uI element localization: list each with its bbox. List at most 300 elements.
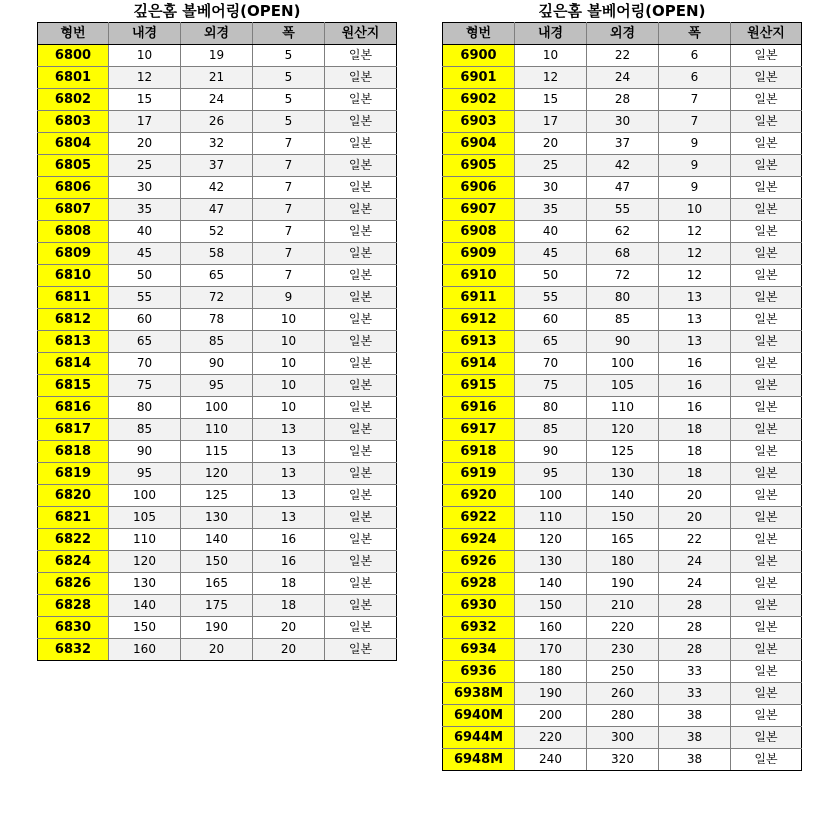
table-row	[38, 353, 397, 375]
model-cell: 6930	[443, 595, 515, 617]
outer-diameter-cell: 22	[587, 45, 659, 67]
width-cell: 13	[659, 331, 731, 353]
table-row	[443, 617, 802, 639]
width-cell: 13	[253, 419, 325, 441]
model-cell: 6808	[38, 221, 109, 243]
inner-diameter-cell: 70	[109, 353, 181, 375]
model-cell: 6900	[443, 45, 515, 67]
model-cell: 6936	[443, 661, 515, 683]
inner-diameter-cell: 20	[515, 133, 587, 155]
outer-diameter-cell: 100	[181, 397, 253, 419]
width-cell: 7	[253, 265, 325, 287]
table-row	[38, 243, 397, 265]
table-row	[443, 353, 802, 375]
outer-diameter-cell: 130	[181, 507, 253, 529]
outer-diameter-cell: 65	[181, 265, 253, 287]
table-row	[38, 529, 397, 551]
model-cell: 6815	[38, 375, 109, 397]
origin-cell: 일본	[731, 419, 802, 441]
right-table-block	[442, 0, 802, 771]
origin-cell: 일본	[325, 441, 397, 463]
table-row	[38, 441, 397, 463]
model-cell: 6938M	[443, 683, 515, 705]
origin-cell: 일본	[731, 243, 802, 265]
table-row	[443, 507, 802, 529]
model-cell: 6805	[38, 155, 109, 177]
model-cell: 6816	[38, 397, 109, 419]
table-row	[443, 309, 802, 331]
outer-diameter-cell: 125	[587, 441, 659, 463]
model-cell: 6824	[38, 551, 109, 573]
width-cell: 12	[659, 221, 731, 243]
outer-diameter-cell: 210	[587, 595, 659, 617]
width-cell: 38	[659, 727, 731, 749]
origin-cell: 일본	[325, 67, 397, 89]
outer-diameter-cell: 260	[587, 683, 659, 705]
origin-cell: 일본	[731, 287, 802, 309]
inner-diameter-cell: 65	[515, 331, 587, 353]
inner-diameter-cell: 45	[515, 243, 587, 265]
outer-diameter-cell: 300	[587, 727, 659, 749]
width-cell: 18	[253, 573, 325, 595]
model-cell: 6804	[38, 133, 109, 155]
outer-diameter-cell: 220	[587, 617, 659, 639]
left-table-title: 깊은홈 볼베어링(OPEN)	[133, 2, 301, 20]
inner-diameter-cell: 120	[515, 529, 587, 551]
width-cell: 20	[253, 639, 325, 661]
width-cell: 12	[659, 243, 731, 265]
table-row	[38, 397, 397, 419]
table-row	[443, 199, 802, 221]
model-cell: 6940M	[443, 705, 515, 727]
outer-diameter-cell: 150	[181, 551, 253, 573]
outer-diameter-cell: 90	[181, 353, 253, 375]
model-cell: 6902	[443, 89, 515, 111]
table-row	[38, 485, 397, 507]
width-cell: 18	[253, 595, 325, 617]
width-cell: 13	[253, 485, 325, 507]
origin-cell: 일본	[325, 265, 397, 287]
model-cell: 6901	[443, 67, 515, 89]
header-width: 폭	[659, 23, 731, 45]
table-row	[443, 331, 802, 353]
table-row	[443, 177, 802, 199]
inner-diameter-cell: 35	[515, 199, 587, 221]
model-cell: 6909	[443, 243, 515, 265]
outer-diameter-cell: 250	[587, 661, 659, 683]
width-cell: 13	[659, 287, 731, 309]
origin-cell: 일본	[731, 617, 802, 639]
inner-diameter-cell: 17	[109, 111, 181, 133]
origin-cell: 일본	[325, 507, 397, 529]
model-cell: 6917	[443, 419, 515, 441]
outer-diameter-cell: 320	[587, 749, 659, 771]
origin-cell: 일본	[325, 485, 397, 507]
table-row	[443, 705, 802, 727]
inner-diameter-cell: 100	[515, 485, 587, 507]
outer-diameter-cell: 52	[181, 221, 253, 243]
origin-cell: 일본	[731, 463, 802, 485]
outer-diameter-cell: 140	[587, 485, 659, 507]
table-row	[38, 617, 397, 639]
origin-cell: 일본	[731, 67, 802, 89]
inner-diameter-cell: 75	[109, 375, 181, 397]
table-row	[38, 133, 397, 155]
width-cell: 22	[659, 529, 731, 551]
table-row	[443, 243, 802, 265]
inner-diameter-cell: 140	[109, 595, 181, 617]
table-row	[443, 485, 802, 507]
outer-diameter-cell: 58	[181, 243, 253, 265]
width-cell: 24	[659, 573, 731, 595]
width-cell: 9	[659, 155, 731, 177]
table-row	[443, 661, 802, 683]
origin-cell: 일본	[731, 155, 802, 177]
origin-cell: 일본	[731, 111, 802, 133]
origin-cell: 일본	[325, 287, 397, 309]
width-cell: 7	[253, 221, 325, 243]
model-cell: 6919	[443, 463, 515, 485]
model-cell: 6819	[38, 463, 109, 485]
model-cell: 6814	[38, 353, 109, 375]
header-width: 폭	[253, 23, 325, 45]
model-cell: 6932	[443, 617, 515, 639]
inner-diameter-cell: 17	[515, 111, 587, 133]
inner-diameter-cell: 50	[515, 265, 587, 287]
origin-cell: 일본	[731, 309, 802, 331]
outer-diameter-cell: 47	[587, 177, 659, 199]
inner-diameter-cell: 60	[515, 309, 587, 331]
width-cell: 9	[659, 177, 731, 199]
table-row	[443, 529, 802, 551]
table-row	[443, 45, 802, 67]
outer-diameter-cell: 230	[587, 639, 659, 661]
origin-cell: 일본	[731, 749, 802, 771]
table-row	[38, 265, 397, 287]
model-cell: 6821	[38, 507, 109, 529]
outer-diameter-cell: 115	[181, 441, 253, 463]
width-cell: 18	[659, 419, 731, 441]
inner-diameter-cell: 120	[109, 551, 181, 573]
model-cell: 6913	[443, 331, 515, 353]
table-row	[443, 265, 802, 287]
model-cell: 6907	[443, 199, 515, 221]
outer-diameter-cell: 24	[181, 89, 253, 111]
model-cell: 6811	[38, 287, 109, 309]
right-bearing-table	[442, 22, 802, 771]
outer-diameter-cell: 120	[587, 419, 659, 441]
outer-diameter-cell: 180	[587, 551, 659, 573]
outer-diameter-cell: 130	[587, 463, 659, 485]
model-cell: 6920	[443, 485, 515, 507]
outer-diameter-cell: 165	[587, 529, 659, 551]
table-row	[38, 155, 397, 177]
inner-diameter-cell: 110	[515, 507, 587, 529]
width-cell: 13	[253, 463, 325, 485]
model-cell: 6948M	[443, 749, 515, 771]
outer-diameter-cell: 68	[587, 243, 659, 265]
header-outer-diameter: 외경	[181, 23, 253, 45]
outer-diameter-cell: 55	[587, 199, 659, 221]
origin-cell: 일본	[731, 661, 802, 683]
inner-diameter-cell: 12	[109, 67, 181, 89]
width-cell: 16	[253, 551, 325, 573]
right-header-row	[443, 23, 802, 45]
table-row	[38, 89, 397, 111]
model-cell: 6822	[38, 529, 109, 551]
width-cell: 18	[659, 441, 731, 463]
right-table-title: 깊은홈 볼베어링(OPEN)	[538, 2, 706, 20]
model-cell: 6807	[38, 199, 109, 221]
model-cell: 6924	[443, 529, 515, 551]
table-row	[443, 749, 802, 771]
origin-cell: 일본	[325, 111, 397, 133]
inner-diameter-cell: 75	[515, 375, 587, 397]
outer-diameter-cell: 47	[181, 199, 253, 221]
outer-diameter-cell: 37	[181, 155, 253, 177]
origin-cell: 일본	[325, 353, 397, 375]
origin-cell: 일본	[731, 265, 802, 287]
model-cell: 6908	[443, 221, 515, 243]
table-row	[443, 287, 802, 309]
origin-cell: 일본	[731, 683, 802, 705]
inner-diameter-cell: 70	[515, 353, 587, 375]
inner-diameter-cell: 25	[515, 155, 587, 177]
width-cell: 5	[253, 45, 325, 67]
outer-diameter-cell: 32	[181, 133, 253, 155]
width-cell: 10	[253, 397, 325, 419]
width-cell: 28	[659, 617, 731, 639]
width-cell: 16	[659, 375, 731, 397]
width-cell: 33	[659, 661, 731, 683]
origin-cell: 일본	[731, 573, 802, 595]
table-row	[443, 155, 802, 177]
width-cell: 13	[659, 309, 731, 331]
model-cell: 6934	[443, 639, 515, 661]
width-cell: 24	[659, 551, 731, 573]
origin-cell: 일본	[325, 133, 397, 155]
model-cell: 6802	[38, 89, 109, 111]
table-row	[443, 551, 802, 573]
model-cell: 6801	[38, 67, 109, 89]
header-inner-diameter: 내경	[109, 23, 181, 45]
inner-diameter-cell: 40	[515, 221, 587, 243]
width-cell: 10	[253, 331, 325, 353]
outer-diameter-cell: 150	[587, 507, 659, 529]
model-cell: 6818	[38, 441, 109, 463]
inner-diameter-cell: 130	[109, 573, 181, 595]
table-row	[38, 331, 397, 353]
width-cell: 10	[253, 375, 325, 397]
inner-diameter-cell: 12	[515, 67, 587, 89]
origin-cell: 일본	[731, 177, 802, 199]
header-origin: 원산지	[325, 23, 397, 45]
width-cell: 16	[659, 397, 731, 419]
model-cell: 6813	[38, 331, 109, 353]
table-row	[443, 463, 802, 485]
origin-cell: 일본	[731, 529, 802, 551]
origin-cell: 일본	[325, 617, 397, 639]
table-row	[443, 727, 802, 749]
model-cell: 6922	[443, 507, 515, 529]
width-cell: 7	[253, 243, 325, 265]
inner-diameter-cell: 20	[109, 133, 181, 155]
inner-diameter-cell: 85	[109, 419, 181, 441]
origin-cell: 일본	[325, 397, 397, 419]
right-table-body	[443, 45, 802, 771]
outer-diameter-cell: 190	[587, 573, 659, 595]
outer-diameter-cell: 80	[587, 287, 659, 309]
origin-cell: 일본	[731, 353, 802, 375]
origin-cell: 일본	[325, 463, 397, 485]
width-cell: 10	[253, 353, 325, 375]
origin-cell: 일본	[731, 639, 802, 661]
inner-diameter-cell: 160	[515, 617, 587, 639]
inner-diameter-cell: 30	[109, 177, 181, 199]
table-row	[443, 683, 802, 705]
table-row	[443, 397, 802, 419]
origin-cell: 일본	[731, 331, 802, 353]
outer-diameter-cell: 85	[181, 331, 253, 353]
inner-diameter-cell: 190	[515, 683, 587, 705]
outer-diameter-cell: 175	[181, 595, 253, 617]
model-cell: 6828	[38, 595, 109, 617]
inner-diameter-cell: 35	[109, 199, 181, 221]
inner-diameter-cell: 140	[515, 573, 587, 595]
outer-diameter-cell: 26	[181, 111, 253, 133]
origin-cell: 일본	[731, 45, 802, 67]
width-cell: 16	[659, 353, 731, 375]
width-cell: 16	[253, 529, 325, 551]
inner-diameter-cell: 10	[109, 45, 181, 67]
outer-diameter-cell: 20	[181, 639, 253, 661]
outer-diameter-cell: 100	[587, 353, 659, 375]
origin-cell: 일본	[731, 705, 802, 727]
model-cell: 6817	[38, 419, 109, 441]
width-cell: 5	[253, 67, 325, 89]
outer-diameter-cell: 30	[587, 111, 659, 133]
inner-diameter-cell: 160	[109, 639, 181, 661]
model-cell: 6809	[38, 243, 109, 265]
inner-diameter-cell: 80	[515, 397, 587, 419]
inner-diameter-cell: 240	[515, 749, 587, 771]
width-cell: 7	[253, 133, 325, 155]
inner-diameter-cell: 40	[109, 221, 181, 243]
table-row	[38, 45, 397, 67]
inner-diameter-cell: 180	[515, 661, 587, 683]
inner-diameter-cell: 50	[109, 265, 181, 287]
origin-cell: 일본	[731, 595, 802, 617]
model-cell: 6928	[443, 573, 515, 595]
header-outer-diameter: 외경	[587, 23, 659, 45]
outer-diameter-cell: 90	[587, 331, 659, 353]
width-cell: 38	[659, 749, 731, 771]
inner-diameter-cell: 85	[515, 419, 587, 441]
origin-cell: 일본	[731, 727, 802, 749]
width-cell: 5	[253, 111, 325, 133]
inner-diameter-cell: 130	[515, 551, 587, 573]
origin-cell: 일본	[731, 375, 802, 397]
model-cell: 6800	[38, 45, 109, 67]
table-row	[38, 177, 397, 199]
origin-cell: 일본	[325, 45, 397, 67]
origin-cell: 일본	[731, 133, 802, 155]
outer-diameter-cell: 140	[181, 529, 253, 551]
table-row	[38, 221, 397, 243]
origin-cell: 일본	[731, 485, 802, 507]
outer-diameter-cell: 21	[181, 67, 253, 89]
inner-diameter-cell: 25	[109, 155, 181, 177]
model-cell: 6914	[443, 353, 515, 375]
inner-diameter-cell: 15	[109, 89, 181, 111]
origin-cell: 일본	[731, 221, 802, 243]
table-row	[38, 419, 397, 441]
table-row	[443, 375, 802, 397]
inner-diameter-cell: 150	[515, 595, 587, 617]
inner-diameter-cell: 60	[109, 309, 181, 331]
outer-diameter-cell: 37	[587, 133, 659, 155]
inner-diameter-cell: 105	[109, 507, 181, 529]
table-row	[443, 111, 802, 133]
model-cell: 6826	[38, 573, 109, 595]
inner-diameter-cell: 90	[109, 441, 181, 463]
table-row	[443, 419, 802, 441]
width-cell: 12	[659, 265, 731, 287]
table-row	[38, 199, 397, 221]
model-cell: 6944M	[443, 727, 515, 749]
outer-diameter-cell: 120	[181, 463, 253, 485]
origin-cell: 일본	[731, 397, 802, 419]
origin-cell: 일본	[325, 177, 397, 199]
width-cell: 18	[659, 463, 731, 485]
origin-cell: 일본	[731, 199, 802, 221]
width-cell: 7	[253, 155, 325, 177]
origin-cell: 일본	[325, 331, 397, 353]
table-row	[443, 573, 802, 595]
table-row	[443, 595, 802, 617]
outer-diameter-cell: 110	[587, 397, 659, 419]
inner-diameter-cell: 55	[109, 287, 181, 309]
origin-cell: 일본	[325, 221, 397, 243]
model-cell: 6820	[38, 485, 109, 507]
inner-diameter-cell: 220	[515, 727, 587, 749]
model-cell: 6906	[443, 177, 515, 199]
table-row	[38, 507, 397, 529]
table-row	[443, 89, 802, 111]
model-cell: 6903	[443, 111, 515, 133]
inner-diameter-cell: 80	[109, 397, 181, 419]
table-row	[38, 595, 397, 617]
outer-diameter-cell: 42	[587, 155, 659, 177]
table-row	[38, 67, 397, 89]
left-table-body	[38, 45, 397, 661]
table-row	[38, 375, 397, 397]
model-cell: 6830	[38, 617, 109, 639]
inner-diameter-cell: 170	[515, 639, 587, 661]
width-cell: 7	[659, 111, 731, 133]
width-cell: 20	[659, 485, 731, 507]
width-cell: 13	[253, 441, 325, 463]
outer-diameter-cell: 190	[181, 617, 253, 639]
inner-diameter-cell: 95	[515, 463, 587, 485]
outer-diameter-cell: 78	[181, 309, 253, 331]
table-row	[38, 573, 397, 595]
inner-diameter-cell: 100	[109, 485, 181, 507]
table-row	[38, 111, 397, 133]
outer-diameter-cell: 110	[181, 419, 253, 441]
outer-diameter-cell: 165	[181, 573, 253, 595]
width-cell: 9	[253, 287, 325, 309]
